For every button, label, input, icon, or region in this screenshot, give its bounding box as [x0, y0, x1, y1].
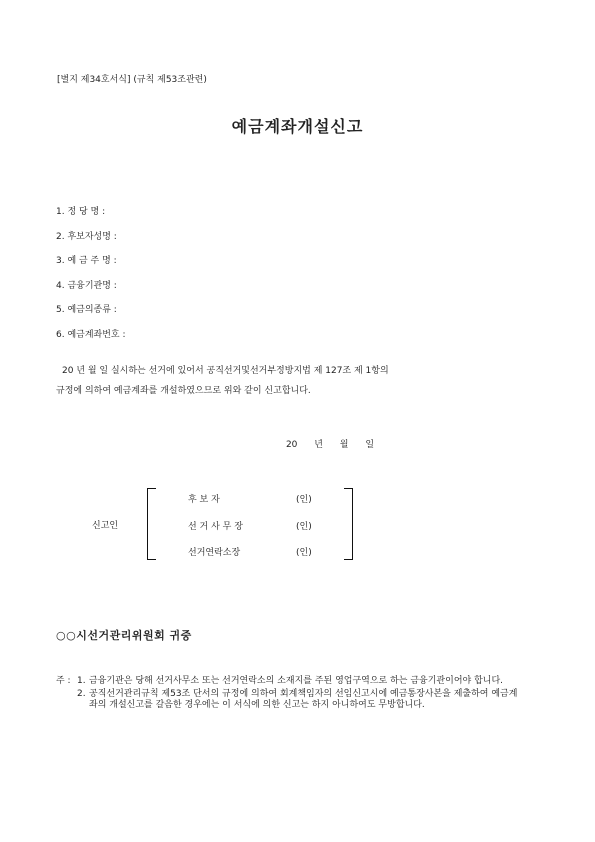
- left-bracket: [147, 488, 156, 560]
- role-campaign-manager: 선 거 사 무 장: [188, 522, 243, 532]
- addressee: ○○시선거관리위원회 귀중: [56, 629, 192, 642]
- report-date: 20 년 월 일: [285, 440, 375, 450]
- seal-candidate: (인): [296, 495, 312, 505]
- note-text: 금융기관은 당해 선거사무소 또는 선거연락소의 소재지를 주된 영업구역으로 하는 금융기관이어야 합니다.: [89, 676, 504, 686]
- field-candidate-name: 2. 후보자성명 :: [56, 232, 117, 242]
- note-number: 1.: [77, 676, 86, 686]
- declaration-line-2: 규정에 의하여 예금계좌를 개설하였으므로 위와 같이 신고합니다.: [56, 386, 311, 396]
- declaration-line-1: 20 년 월 일 실시하는 선거에 있어서 공직선거및선거부정방지법 제 127조 제 1항의: [62, 366, 389, 376]
- note-item: [56, 676, 519, 687]
- seal-liaison-office-head: (인): [296, 548, 312, 558]
- field-deposit-type: 5. 예금의종류 :: [56, 305, 117, 315]
- field-account-number: 6. 예금계좌번호 :: [56, 330, 126, 340]
- notes-prefix: 주 :: [56, 676, 71, 686]
- role-liaison-office-head: 선거연락소장: [188, 548, 241, 558]
- notes-section: [56, 676, 519, 711]
- document-title: 예금계좌개설신고: [231, 117, 364, 136]
- reporter-label: 신고인: [92, 521, 119, 531]
- note-text: 공직선거관리규칙 제53조 단서의 규정에 의하여 회계책임자의 선임신고시에 예금통장사본을 제출하여 예금계좌의 개설신고를 갈음한 경우에는 이 서식에 의한 신고는 하지 아니하여도 무방합니다.: [89, 689, 518, 710]
- seal-campaign-manager: (인): [296, 522, 312, 532]
- right-bracket: [344, 488, 353, 560]
- note-item: [56, 689, 519, 711]
- field-bank-name: 4. 금융기관명 :: [56, 281, 117, 291]
- declaration-text: [56, 361, 531, 401]
- note-number: 2.: [77, 689, 86, 699]
- field-account-holder: 3. 예 금 주 명 :: [56, 256, 117, 266]
- form-number-note: [별지 제34호서식] (규칙 제53조관련): [57, 75, 207, 85]
- field-party-name: 1. 정 당 명 :: [56, 207, 106, 217]
- role-candidate: 후 보 자: [188, 495, 220, 505]
